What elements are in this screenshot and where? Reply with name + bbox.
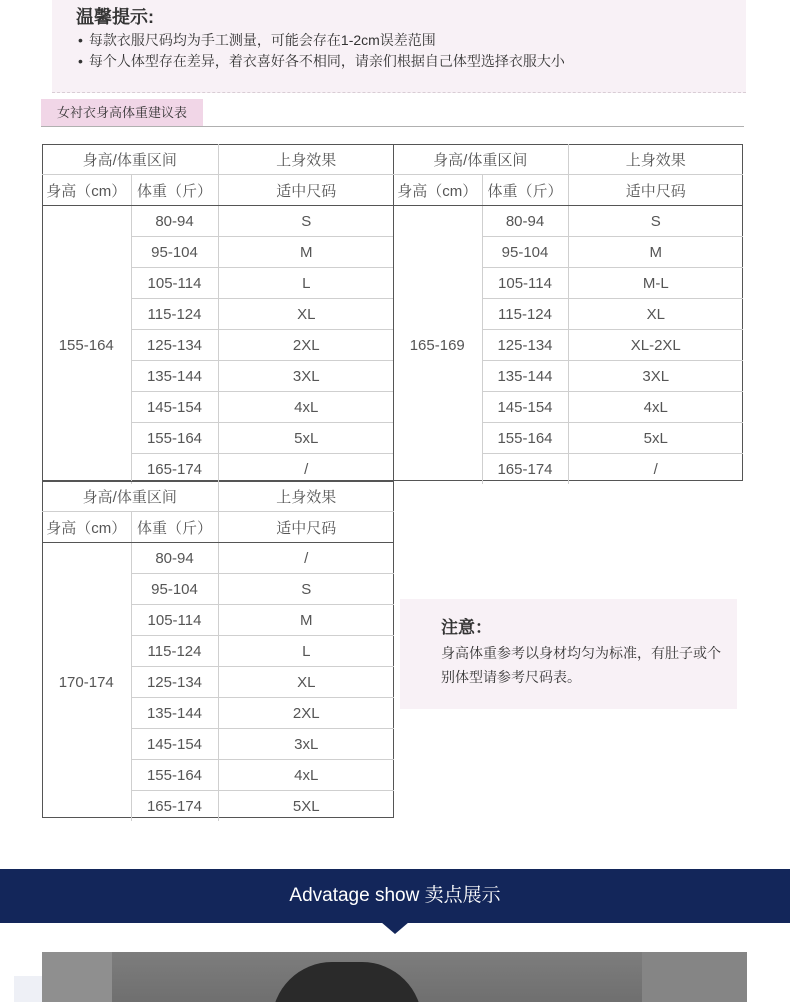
advantage-banner (0, 869, 790, 923)
size-cell: XL (218, 299, 394, 330)
weight-cell: 95-104 (131, 574, 218, 605)
weight-cell: 165-174 (131, 791, 218, 822)
size-cell: M-L (568, 268, 743, 299)
weight-cell: 135-144 (131, 698, 218, 729)
tips-box (52, 0, 746, 93)
weight-cell: 105-114 (131, 268, 218, 299)
size-cell: 3xL (218, 729, 394, 760)
size-cell: 2XL (218, 698, 394, 729)
weight-cell: 80-94 (131, 206, 218, 237)
weight-cell: 125-134 (482, 330, 568, 361)
size-cell: S (218, 206, 394, 237)
header-weight: 体重（斤） (131, 175, 218, 206)
size-cell: 4xL (218, 392, 394, 423)
size-cell: S (568, 206, 743, 237)
note-title: 注意： (441, 618, 492, 637)
header-effect: 上身效果 (625, 151, 686, 169)
height-range-cell: 170-174 (42, 543, 131, 822)
table-subheader-row (393, 175, 743, 206)
weight-cell: 145-154 (482, 392, 568, 423)
model-photo (42, 952, 747, 1002)
header-range: 身高/体重区间 (393, 144, 568, 175)
size-cell: / (568, 454, 743, 485)
header-range: 身高/体重区间 (42, 144, 218, 175)
header-effect: 上身效果 (276, 151, 337, 169)
weight-cell: 125-134 (131, 667, 218, 698)
table-header-row (42, 144, 394, 175)
size-cell: XL-2XL (568, 330, 743, 361)
weight-cell: 80-94 (482, 206, 568, 237)
weight-cell: 105-114 (131, 605, 218, 636)
model-head (272, 962, 422, 1002)
weight-cell: 115-124 (482, 299, 568, 330)
size-cell: / (218, 454, 394, 485)
size-cell: 3XL (568, 361, 743, 392)
size-cell: S (218, 574, 394, 605)
header-size: 适中尺码 (218, 175, 394, 206)
photo-background-panel (642, 952, 747, 1002)
size-cell: M (218, 605, 394, 636)
weight-cell: 95-104 (482, 237, 568, 268)
weight-cell: 125-134 (131, 330, 218, 361)
weight-cell: 135-144 (482, 361, 568, 392)
banner-title: Advatage show 卖点展示 (289, 885, 501, 906)
weight-cell: 155-164 (131, 760, 218, 791)
weight-cell: 105-114 (482, 268, 568, 299)
note-box (400, 599, 737, 709)
size-cell: M (568, 237, 743, 268)
size-table-170-174 (42, 481, 394, 821)
tips-title: 温馨提示: (76, 7, 154, 27)
weight-cell: 95-104 (131, 237, 218, 268)
table-row (42, 206, 394, 237)
header-range: 身高/体重区间 (42, 481, 218, 512)
size-cell: XL (218, 667, 394, 698)
size-cell: 4xL (218, 760, 394, 791)
size-cell: M (218, 237, 394, 268)
size-cell: XL (568, 299, 743, 330)
header-weight: 体重（斤） (131, 512, 218, 543)
header-size: 适中尺码 (218, 512, 394, 543)
table-subheader-row (42, 175, 394, 206)
size-table-165-169 (393, 144, 743, 484)
header-weight: 体重（斤） (482, 175, 568, 206)
table-subheader-row (42, 512, 394, 543)
size-cell: 2XL (218, 330, 394, 361)
tips-list (78, 30, 565, 72)
header-height: 身高（cm） (42, 175, 131, 206)
size-cell: L (218, 268, 394, 299)
height-range-cell: 165-169 (393, 206, 482, 485)
weight-cell: 155-164 (482, 423, 568, 454)
header-height: 身高（cm） (393, 175, 482, 206)
table-header-row (393, 144, 743, 175)
size-cell: 5xL (568, 423, 743, 454)
weight-cell: 165-174 (131, 454, 218, 485)
table-row (42, 543, 394, 574)
section-label: 女衬衣身高体重建议表 (41, 99, 203, 126)
size-cell: 3XL (218, 361, 394, 392)
table-header-row (42, 481, 394, 512)
size-cell: 4xL (568, 392, 743, 423)
size-cell: 5XL (218, 791, 394, 822)
weight-cell: 155-164 (131, 423, 218, 454)
weight-cell: 115-124 (131, 636, 218, 667)
weight-cell: 115-124 (131, 299, 218, 330)
section-divider (41, 126, 744, 127)
header-height: 身高（cm） (42, 512, 131, 543)
height-range-cell: 155-164 (42, 206, 131, 485)
size-table-155-164 (42, 144, 394, 484)
weight-cell: 80-94 (131, 543, 218, 574)
header-size: 适中尺码 (568, 175, 743, 206)
note-text: 身高体重参考以身材均匀为标准，有肚子或个别体型请参考尺码表。 (441, 645, 721, 685)
size-cell: / (218, 543, 394, 574)
tips-item: • 每个人体型存在差异，着衣喜好各不相同，请亲们根据自己体型选择衣服大小 (78, 51, 565, 72)
weight-cell: 135-144 (131, 361, 218, 392)
photo-background-panel (42, 952, 112, 1002)
weight-cell: 145-154 (131, 729, 218, 760)
size-cell: L (218, 636, 394, 667)
banner-pointer (381, 922, 409, 934)
table-row (393, 206, 743, 237)
header-effect: 上身效果 (276, 488, 337, 506)
tips-item: • 每款衣服尺码均为手工测量，可能会存在1-2cm误差范围 (78, 30, 565, 51)
size-cell: 5xL (218, 423, 394, 454)
side-tab (14, 976, 42, 1002)
weight-cell: 165-174 (482, 454, 568, 485)
weight-cell: 145-154 (131, 392, 218, 423)
